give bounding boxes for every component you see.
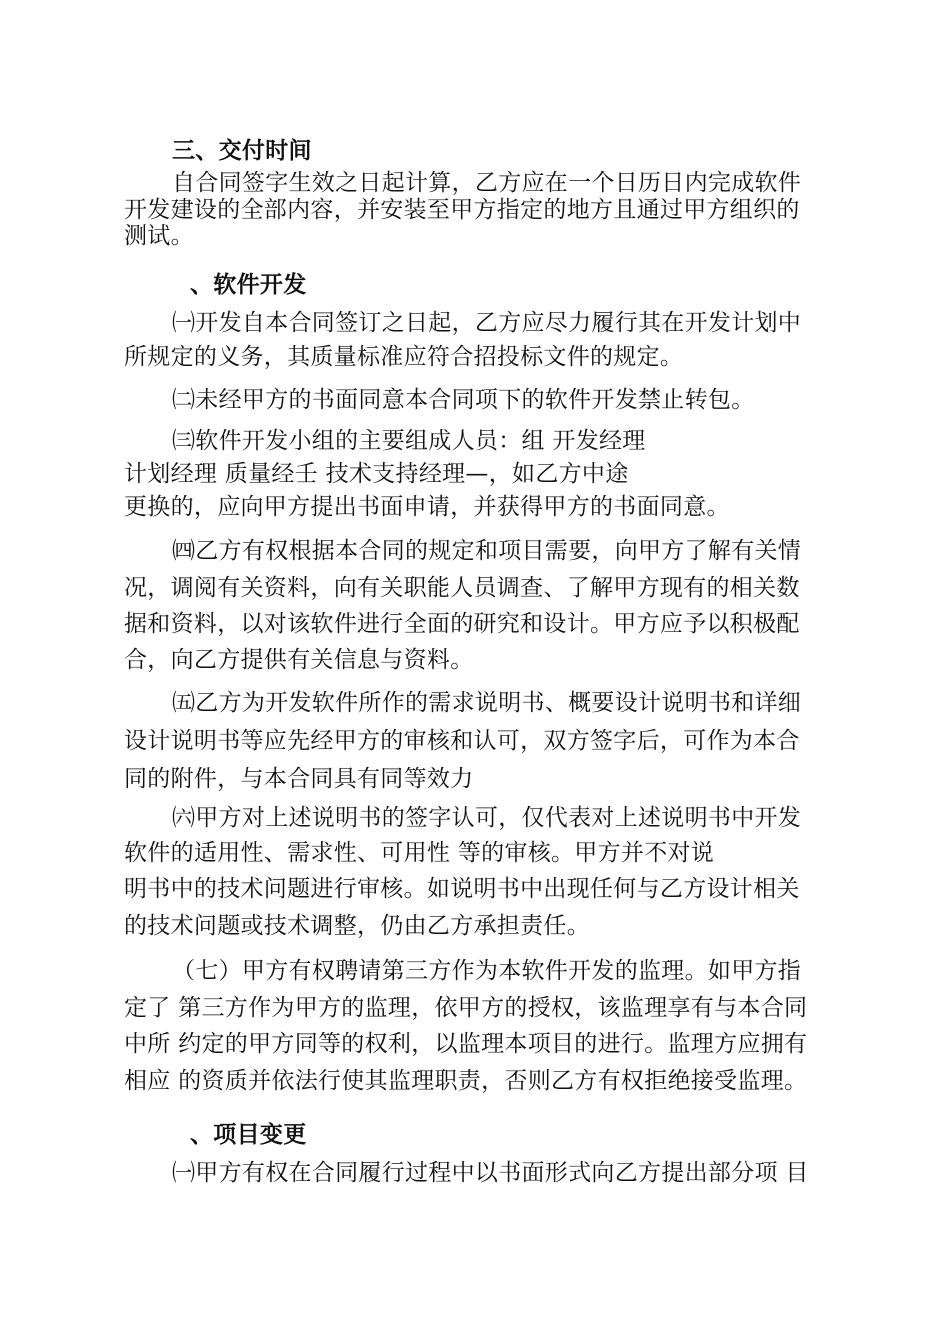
section-heading-software-development: 、软件开发	[190, 272, 307, 298]
paragraph-line: 相应 的资质并依法行使其监理职责，否则乙方有权拒绝接受监理。	[124, 1068, 808, 1094]
paragraph-line: 所规定的义务，其质量标准应符合招投标文件的规定。	[124, 344, 684, 370]
paragraph-line: ㈠甲方有权在合同履行过程中以书面形式向乙方提出部分项 目	[172, 1160, 809, 1186]
paragraph-line: ㈥甲方对上述说明书的签字认可，仅代表对上述说明书中开发	[172, 805, 802, 831]
paragraph-line: 同的附件，与本合同具有同等效力	[124, 766, 474, 792]
paragraph-line: 合，向乙方提供有关信息与资料。	[124, 647, 474, 673]
paragraph-line: 更换的，应向甲方提出书面申请，并获得甲方的书面同意。	[124, 494, 730, 520]
paragraph-line: ㈠开发自本合同签订之日起，乙方应尽力履行其在开发计划中	[172, 310, 802, 336]
paragraph-line: （七）甲方有权聘请第三方作为本软件开发的监理。如甲方指	[172, 958, 802, 984]
section-heading-project-change: 、项目变更	[190, 1122, 307, 1148]
paragraph-line: ㈤乙方为开发软件所作的需求说明书、概要设计说明书和详细	[172, 690, 802, 716]
section-heading-delivery-time: 三、交付时间	[172, 138, 312, 164]
paragraph-line: ㈣乙方有权根据本合同的规定和项目需要，向甲方了解有关情	[172, 538, 802, 564]
paragraph-line: ㈢软件开发小组的主要组成人员：组 开发经理	[172, 428, 646, 454]
paragraph-line: 中所 约定的甲方同等的权利，以监理本项目的进行。监理方应拥有	[124, 1031, 808, 1057]
paragraph-line: 软件的适用性、需求性、可用性 等的审核。甲方并不对说	[124, 840, 715, 866]
paragraph-line: 自合同签字生效之日起计算，乙方应在一个日历日内完成软件	[172, 170, 802, 196]
paragraph-line: 计划经理 质量经壬 技术支持经理—，如乙方中途	[124, 461, 629, 487]
paragraph-line: 测试。	[124, 223, 194, 249]
paragraph-line: 定了 第三方作为甲方的监理，依甲方的授权，该监理享有与本合同	[124, 995, 808, 1021]
paragraph-line: 设计说明书等应先经甲方的审核和认可，双方签字后，可作为本合	[124, 728, 800, 754]
paragraph-line: 明书中的技术问题进行审核。如说明书中出现任何与乙方设计相关	[124, 876, 800, 902]
paragraph-line: 开发建设的全部内容，并安装至甲方指定的地方且通过甲方组织的	[124, 197, 800, 223]
paragraph-line: 况，调阅有关资料，向有关职能人员调查、了解甲方现有的相关数	[124, 575, 800, 601]
paragraph-line: ㈡未经甲方的书面同意本合同项下的软件开发禁止转包。	[172, 387, 755, 413]
paragraph-line: 的技术问题或技术调整，仍由乙方承担责任。	[124, 913, 590, 939]
paragraph-line: 据和资料，以对该软件进行全面的研究和设计。甲方应予以积极配	[124, 611, 800, 637]
